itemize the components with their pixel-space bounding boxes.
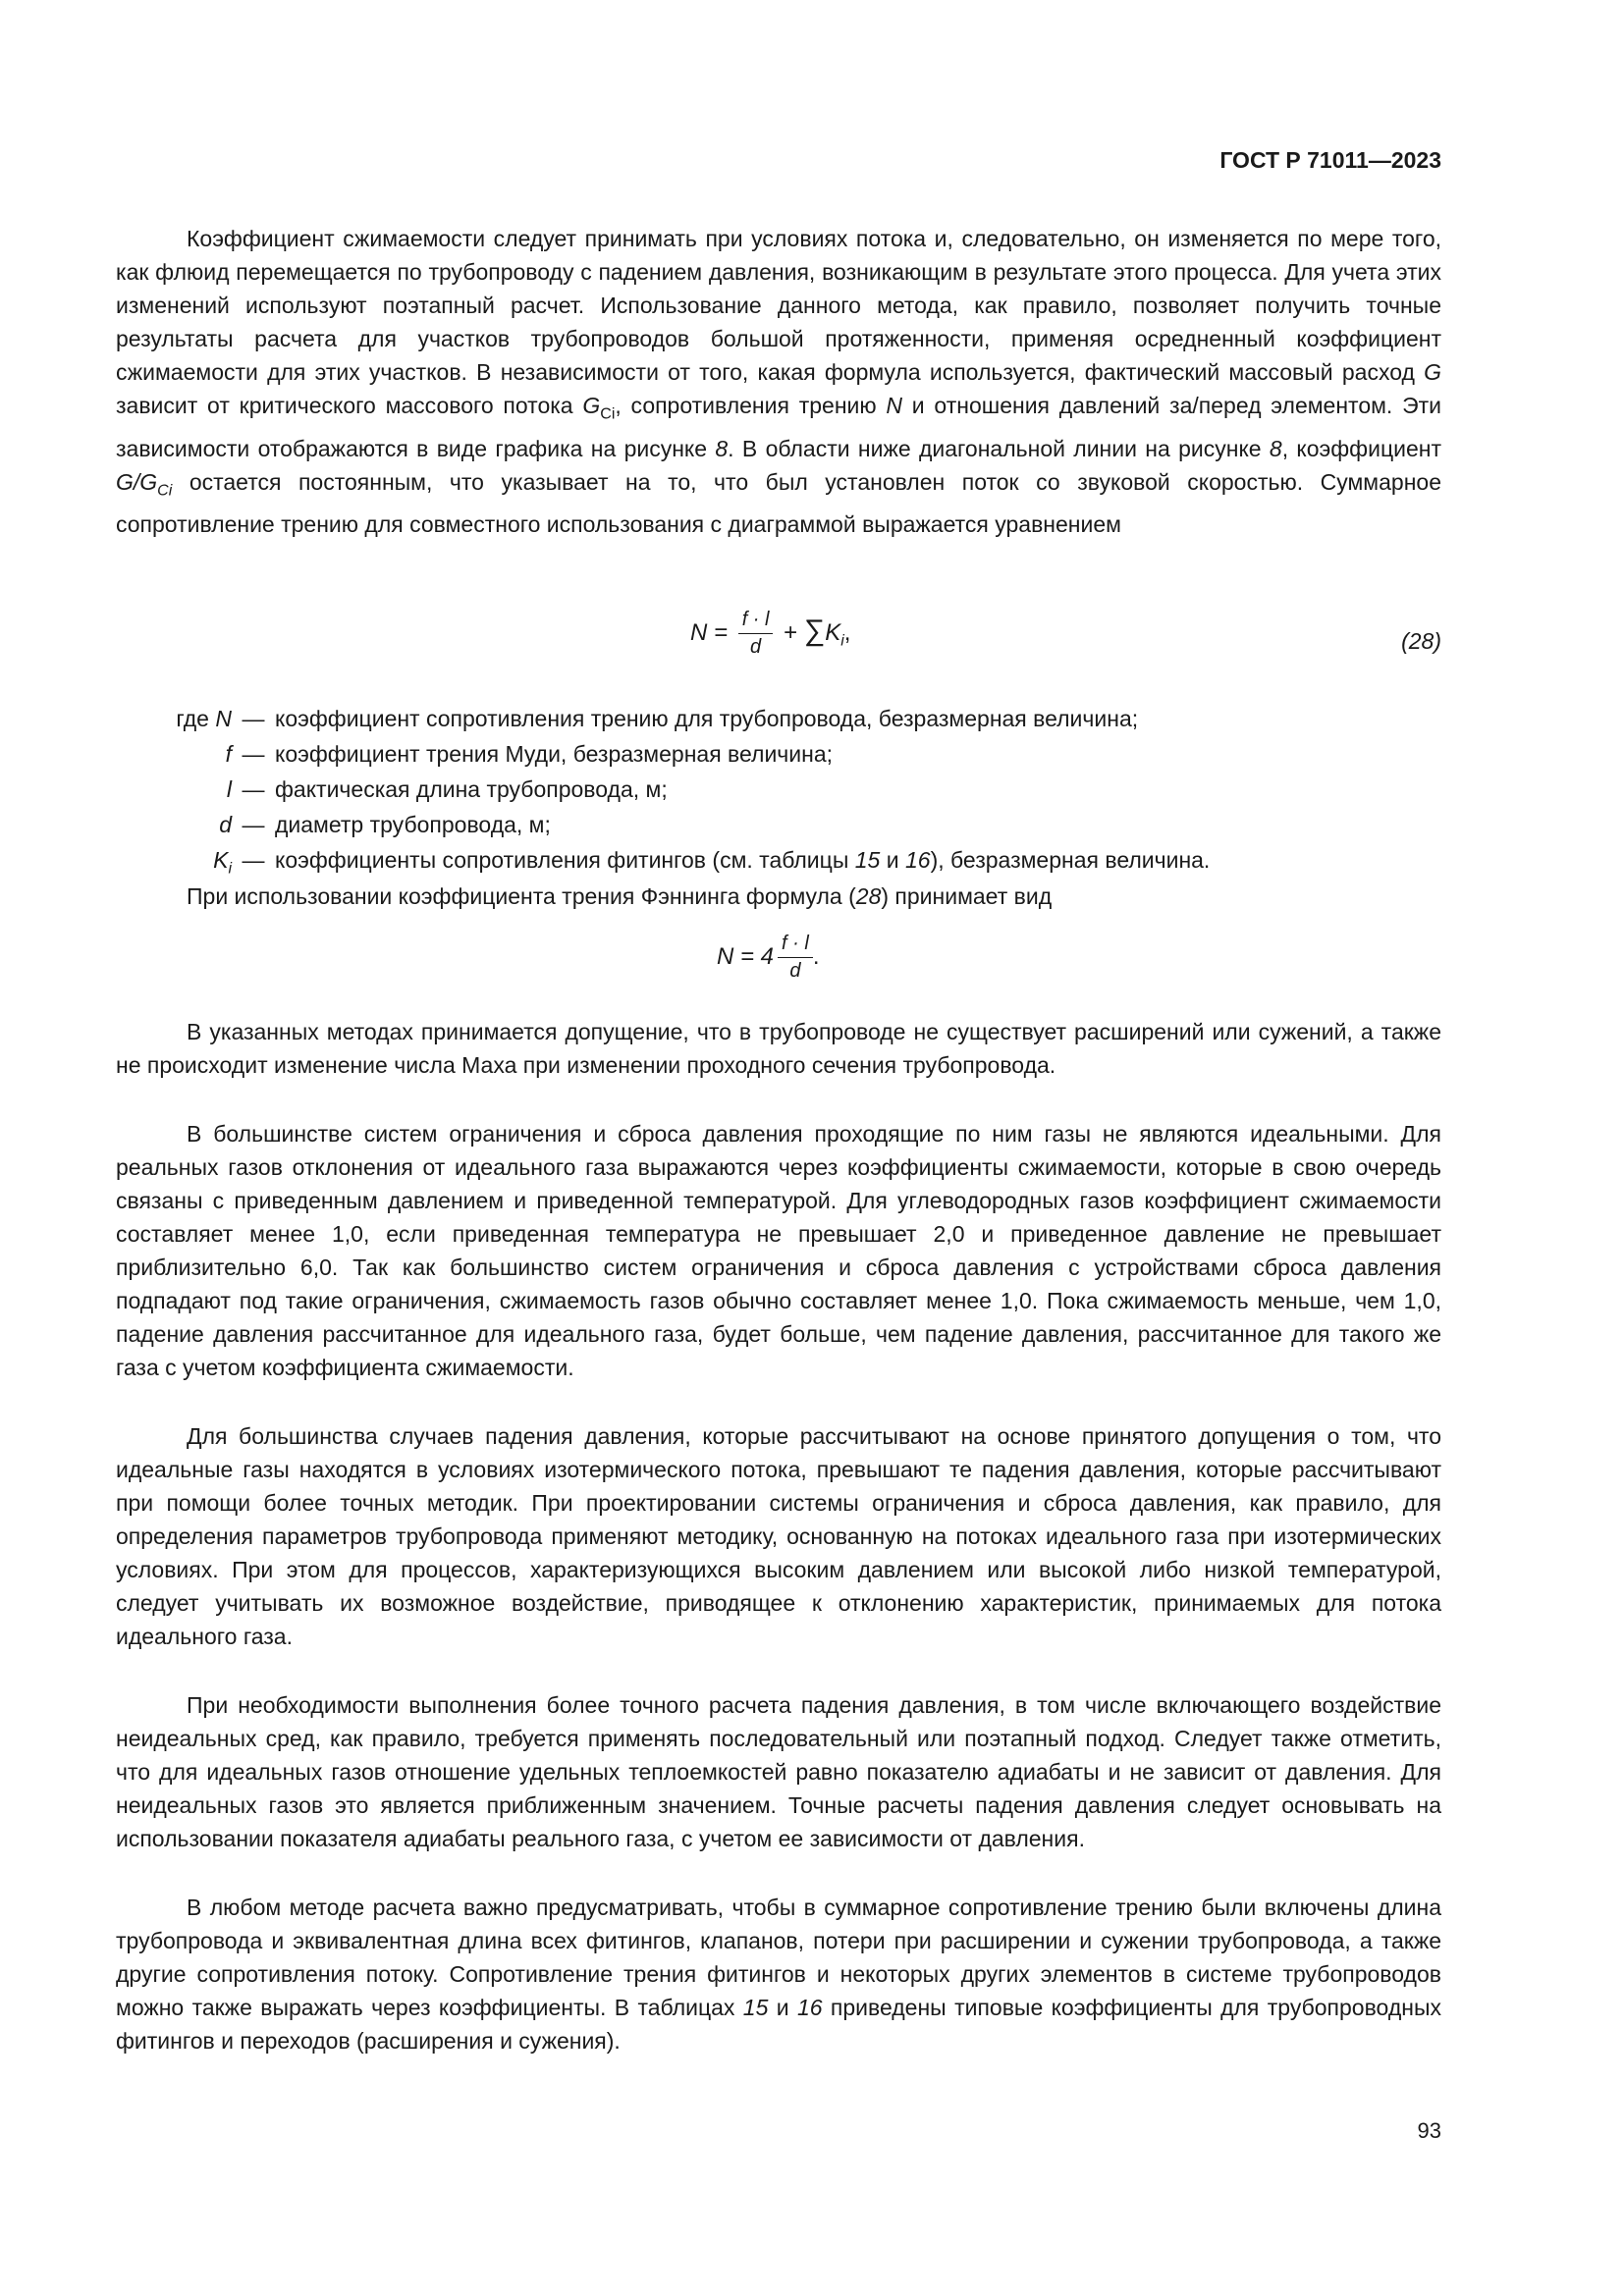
legend-item: d — диаметр трубопровода, м; (219, 812, 551, 837)
standard-header: ГОСТ Р 71011—2023 (1219, 147, 1441, 173)
legend-item: f — коэффициент трения Муди, безразмерная величина; (225, 741, 834, 767)
fanning-sentence: При использовании коэффициента трения Фэннинга формула (28) принимает вид (187, 883, 1053, 909)
document-page (116, 0, 1441, 2296)
formula-28: N = $\frac{f \cdot l}{d}$ + $\sum K_i$, (690, 609, 851, 658)
page-number: 93 (1417, 2118, 1441, 2143)
formula-fanning: N = 4 $\frac{f \cdot l}{d}$ . (717, 933, 820, 982)
fraction-fl-over-d: $\frac{f \cdot l}{d}$ (738, 609, 774, 659)
paragraph-compressibility: Коэффициент сжимаемости следует принимать при условиях потока и, следовательно, он изменяется по мере того, как флюид перемещается по трубопроводу с падением давления, возникающим в результате этого процесса. Для учета этих изменений используют поэтапный расчет. Использование данного метода, как правило, позволяет получить точные результаты расчета для участков трубопроводов большой протяженности, применяя осредненный коэффициент сжимаемости для этих участков. В независимости от того, какая формула используется, фактический массовый расход G зависит от критического массового потока $G_{Ci}$, сопротивления трению N и отношения давлений за/перед элементом. Эти зависимости отображаются в виде графика на рисунке 8. В области ниже диагональной линии на рисунке 8, коэффициент $G/G_{Ci}$ остается постоянным, что указывает на то, что был установлен поток со звуковой скоростью. Суммарное сопротивление трению для совместного использования с диаграммой выражается уравнением (116, 226, 1442, 538)
paragraph-real-gases: В большинстве систем ограничения и сброса давления проходящие по ним газы не являются идеальными. Для реальных газов отклонения от идеального газа выражаются через коэффициенты сжимаемости, которые в свою очередь связаны с приведенным давлением и приведенной температурой. Для углеводородных газов коэффициент сжимаемости составляет менее 1,0, если приведенная температура не превышает 2,0 и приведенное давление не превышает приблизительно 6,0. Так как большинство систем ограничения и сброса давления с устройствами сброса давления подпадают под такие ограничения, сжимаемость газов обычно составляет менее 1,0. Пока сжимаемость меньше, чем 1,0, падение давления рассчитанное для идеального газа, будет больше, чем падение давления, рассчитанное для такого же газа с учетом коэффициента сжимаемости. (116, 1121, 1441, 1380)
equation-number: (28) (1401, 628, 1441, 654)
paragraph-nonideal: При необходимости выполнения более точного расчета падения давления, в том числе включающего воздействие неидеальных сред, как правило, требуется применять последовательный или поэтапный подход. Следует также отметить, что для идеальных газов отношение удельных теплоемкостей равно показателю адиабаты и не зависит от давления. Для неидеальных газов это является приближенным значением. Точные расчеты падения давления следует основывать на использовании показателя адиабаты реального газа, с учетом ее зависимости от давления. (116, 1692, 1441, 1851)
legend-item: где N — коэффициент сопротивления трению для трубопровода, безразмерная величина; (176, 706, 1139, 731)
fraction-fl-over-d: $\frac{f \cdot l}{d}$ (778, 933, 813, 983)
variable-legend (116, 701, 1441, 887)
legend-item: l — фактическая длина трубопровода, м; (226, 776, 668, 802)
paragraph-assumptions: В указанных методах принимается допущение, что в трубопроводе не существует расширений или сужений, а также не происходит изменение числа Маха при изменении проходного сечения трубопровода. (116, 1019, 1441, 1078)
legend-item: $K_i$ — коэффициенты сопротивления фитингов (см. таблицы 15 и 16), безразмерная величина. (213, 847, 1211, 878)
paragraph-isothermal: Для большинства случаев падения давления, которые рассчитывают на основе принятого допущения о том, что идеальные газы находятся в условиях изотермического потока, превышают те падения давления, которые рассчитывают при помощи более точных методик. При проектировании системы ограничения и сброса давления, как правило, для определения параметров трубопровода применяют методику, основанную на потоках идеального газа при изотермических условиях. При этом для процессов, характеризующихся высоким давлением или высокой либо низкой температурой, следует учитывать их возможное воздействие, приводящее к отклонению характеристик, принимаемых для потока идеального газа. (116, 1423, 1441, 1649)
paragraph-fittings: В любом методе расчета важно предусматривать, чтобы в суммарное сопротивление трению были включены длина трубопровода и эквивалентная длина всех фитингов, клапанов, потери при расширении и сужении трубопровода, а также другие сопротивления потоку. Сопротивление трения фитингов и некоторых других элементов в системе трубопроводов можно также выражать через коэффициенты. В таблицах 15 и 16 приведены типовые коэффициенты для трубопроводных фитингов и переходов (расширения и сужения). (116, 1895, 1441, 2054)
